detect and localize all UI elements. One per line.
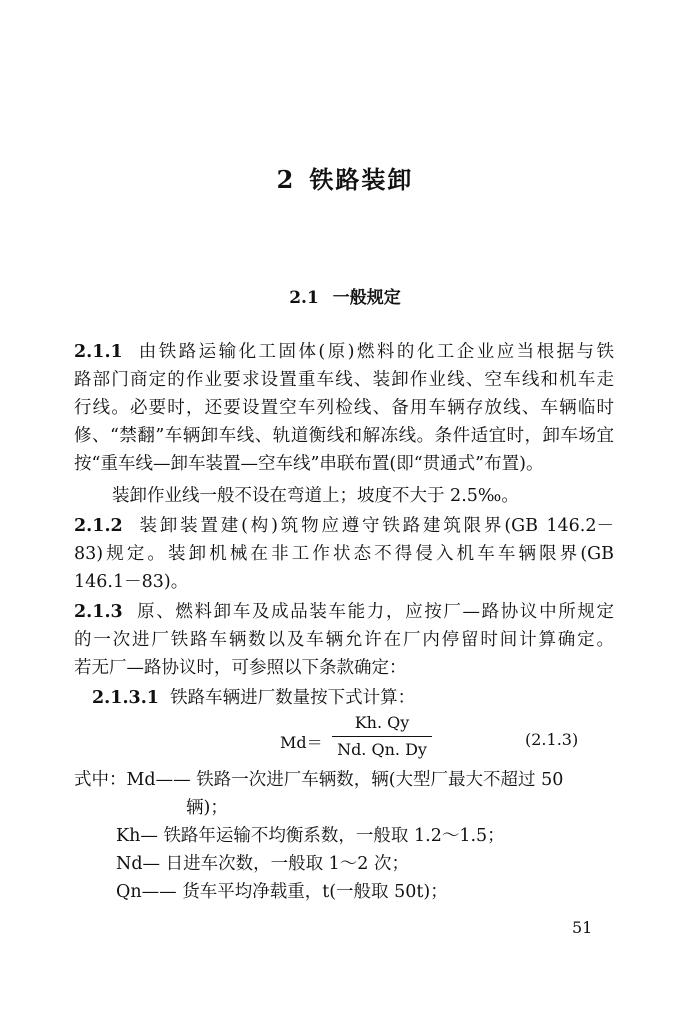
definition-symbol: Nd— xyxy=(116,854,161,874)
clause-number: 2.1.2 xyxy=(74,516,123,536)
definition-line xyxy=(116,852,616,876)
line-text: 装卸装置建(构)筑物应遵守铁路建筑限界(GB 146.2－ xyxy=(139,516,614,536)
chapter-title xyxy=(0,160,690,195)
line-text: 由铁路运输化工固体(原)燃料的化工企业应当根据与铁 xyxy=(138,342,614,362)
line-text: 146.1－83)。 xyxy=(74,572,189,592)
chapter-number: 2 xyxy=(276,165,296,194)
definition-prefix: 式中： xyxy=(74,770,127,790)
definition-line xyxy=(186,796,606,820)
line-text: 行线。必要时，还要设置空车列检线、备用车辆存放线、车辆临时 xyxy=(74,398,614,418)
paragraph-line xyxy=(74,340,614,364)
chapter-title-text: 铁路装卸 xyxy=(309,165,414,194)
paragraph-line xyxy=(74,628,614,652)
definition-text: 铁路年运输不均衡系数，一般取 1.2～1.5； xyxy=(163,826,505,846)
section-title xyxy=(0,283,690,308)
definition-symbol: Qn—— xyxy=(116,882,177,902)
definition-symbol: Kh— xyxy=(116,826,158,846)
line-text: 装卸作业线一般不设在弯道上；坡度不大于 2.5‰。 xyxy=(112,486,519,506)
paragraph-line xyxy=(112,484,612,508)
definition-text: 辆)； xyxy=(186,798,228,818)
formula-lhs: Md＝ xyxy=(280,733,323,752)
paragraph-line xyxy=(74,570,614,594)
paragraph-line xyxy=(74,656,614,680)
line-text: 铁路车辆进厂数量按下式计算： xyxy=(170,688,416,708)
line-text: 按“重车线—卸车装置—空车线”串联布置(即“贯通式”布置)。 xyxy=(74,454,544,474)
line-text: 的一次进厂铁路车辆数以及车辆允许在厂内停留时间计算确定。 xyxy=(74,630,614,650)
definition-line xyxy=(116,880,616,904)
formula xyxy=(280,712,580,766)
page-number: 51 xyxy=(572,918,593,937)
paragraph-line xyxy=(74,424,614,448)
section-title-text: 一般规定 xyxy=(332,288,401,308)
definition-symbol: Md—— xyxy=(126,770,191,790)
equation-number: (2.1.3) xyxy=(525,730,579,749)
paragraph-line xyxy=(74,368,614,392)
section-number: 2.1 xyxy=(289,288,319,308)
definition-text: 铁路一次进厂车辆数，辆(大型厂最大不超过 50 xyxy=(196,770,564,790)
paragraph-line xyxy=(74,514,614,538)
line-text: 路部门商定的作业要求设置重车线、装卸作业线、空车线和机车走 xyxy=(74,370,614,390)
paragraph-line xyxy=(74,600,614,624)
definition-text: 货车平均净载重，t(一般取 50t)； xyxy=(182,882,448,902)
fraction-bar xyxy=(332,736,432,737)
clause-number: 2.1.3.1 xyxy=(92,688,159,708)
formula-fraction xyxy=(332,712,432,761)
definition-text: 日进车次数，一般取 1～2 次； xyxy=(165,854,409,874)
line-text: 修、“禁翻”车辆卸车线、轨道衡线和解冻线。条件适宜时，卸车场宜 xyxy=(74,426,614,446)
paragraph-line xyxy=(74,452,614,476)
paragraph-line xyxy=(92,686,592,710)
line-text: 若无厂—路协议时，可参照以下条款确定： xyxy=(74,658,407,678)
line-text: 原、燃料卸车及成品装车能力，应按厂—路协议中所规定 xyxy=(137,602,614,622)
formula-numerator: Kh. Qy xyxy=(354,713,410,732)
paragraph-line xyxy=(74,396,614,420)
definition-line xyxy=(74,768,614,792)
paragraph-line xyxy=(74,542,614,566)
definition-line xyxy=(116,824,616,848)
clause-number: 2.1.3 xyxy=(74,602,123,622)
line-text: 83)规定。装卸机械在非工作状态不得侵入机车车辆限界(GB xyxy=(74,544,614,564)
formula-denominator: Nd. Qn. Dy xyxy=(337,740,427,759)
clause-number: 2.1.1 xyxy=(74,342,123,362)
